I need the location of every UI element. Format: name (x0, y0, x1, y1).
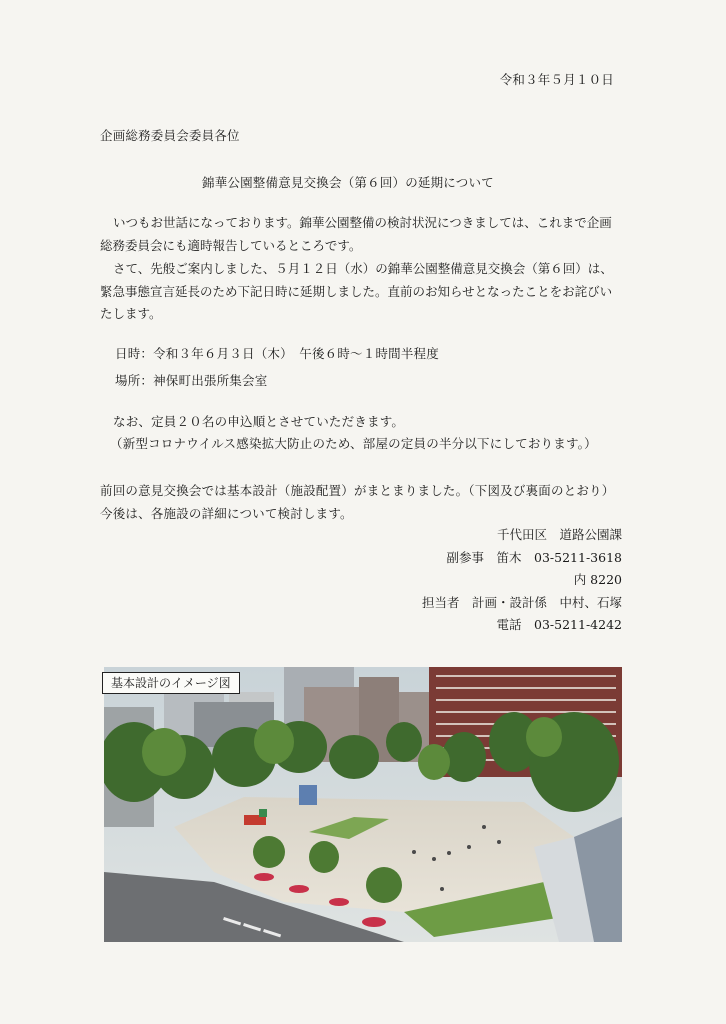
paragraph-2-text: さて、先般ご案内しました、５月１２日（水）の錦華公園整備意見交換会（第６回）は、緊急事態宣言延長のため下記日時に延期しました。直前のお知らせとなったことをお詫びいたします。 (100, 261, 613, 321)
figure-label: 基本設計のイメージ図 (102, 672, 240, 694)
summary-line-2: 今後は、各施設の詳細について検討します。 (100, 506, 353, 521)
contact-extension: 内 8220 (573, 572, 622, 587)
document-title: 錦華公園整備意見交換会（第６回）の延期について (202, 175, 494, 190)
meeting-place: 場所：神保町出張所集会室 (115, 373, 268, 388)
recipient: 企画総務委員会委員各位 (100, 128, 240, 143)
meeting-datetime: 日時：令和３年６月３日（木） 午後６時〜１時間半程度 (115, 346, 439, 361)
capacity-note (100, 416, 404, 429)
contact-deputy: 副参事 笛木 03-5211-3618 (446, 549, 622, 565)
contact-block (422, 524, 622, 637)
paragraph-1-text: いつもお世話になっております。錦華公園整備の検討状況につきましては、これまで企画総務委員会にも適時報告しているところです。 (100, 215, 612, 253)
summary-line-1: 前回の意見交換会では基本設計（施設配置）がまとまりました。（下図及び裏面のとおり） (100, 483, 615, 498)
document-date: 令和３年５月１０日 (499, 72, 614, 87)
contact-staff: 担当者 計画・設計係 中村、石塚 (421, 594, 622, 610)
covid-note: （新型コロナウイルス感染拡大防止のため、部屋の定員の半分以下にしております。） (110, 436, 597, 451)
capacity-note-text: なお、定員２０名の申込順とさせていただきます。 (113, 414, 405, 429)
paragraph-1 (100, 212, 620, 257)
contact-phone: 電話 03-5211-4242 (496, 617, 622, 632)
paragraph-2 (100, 258, 620, 326)
park-rendering-illustration (104, 667, 622, 942)
park-design-image (104, 667, 622, 942)
contact-dept: 千代田区 道路公園課 (496, 527, 622, 542)
